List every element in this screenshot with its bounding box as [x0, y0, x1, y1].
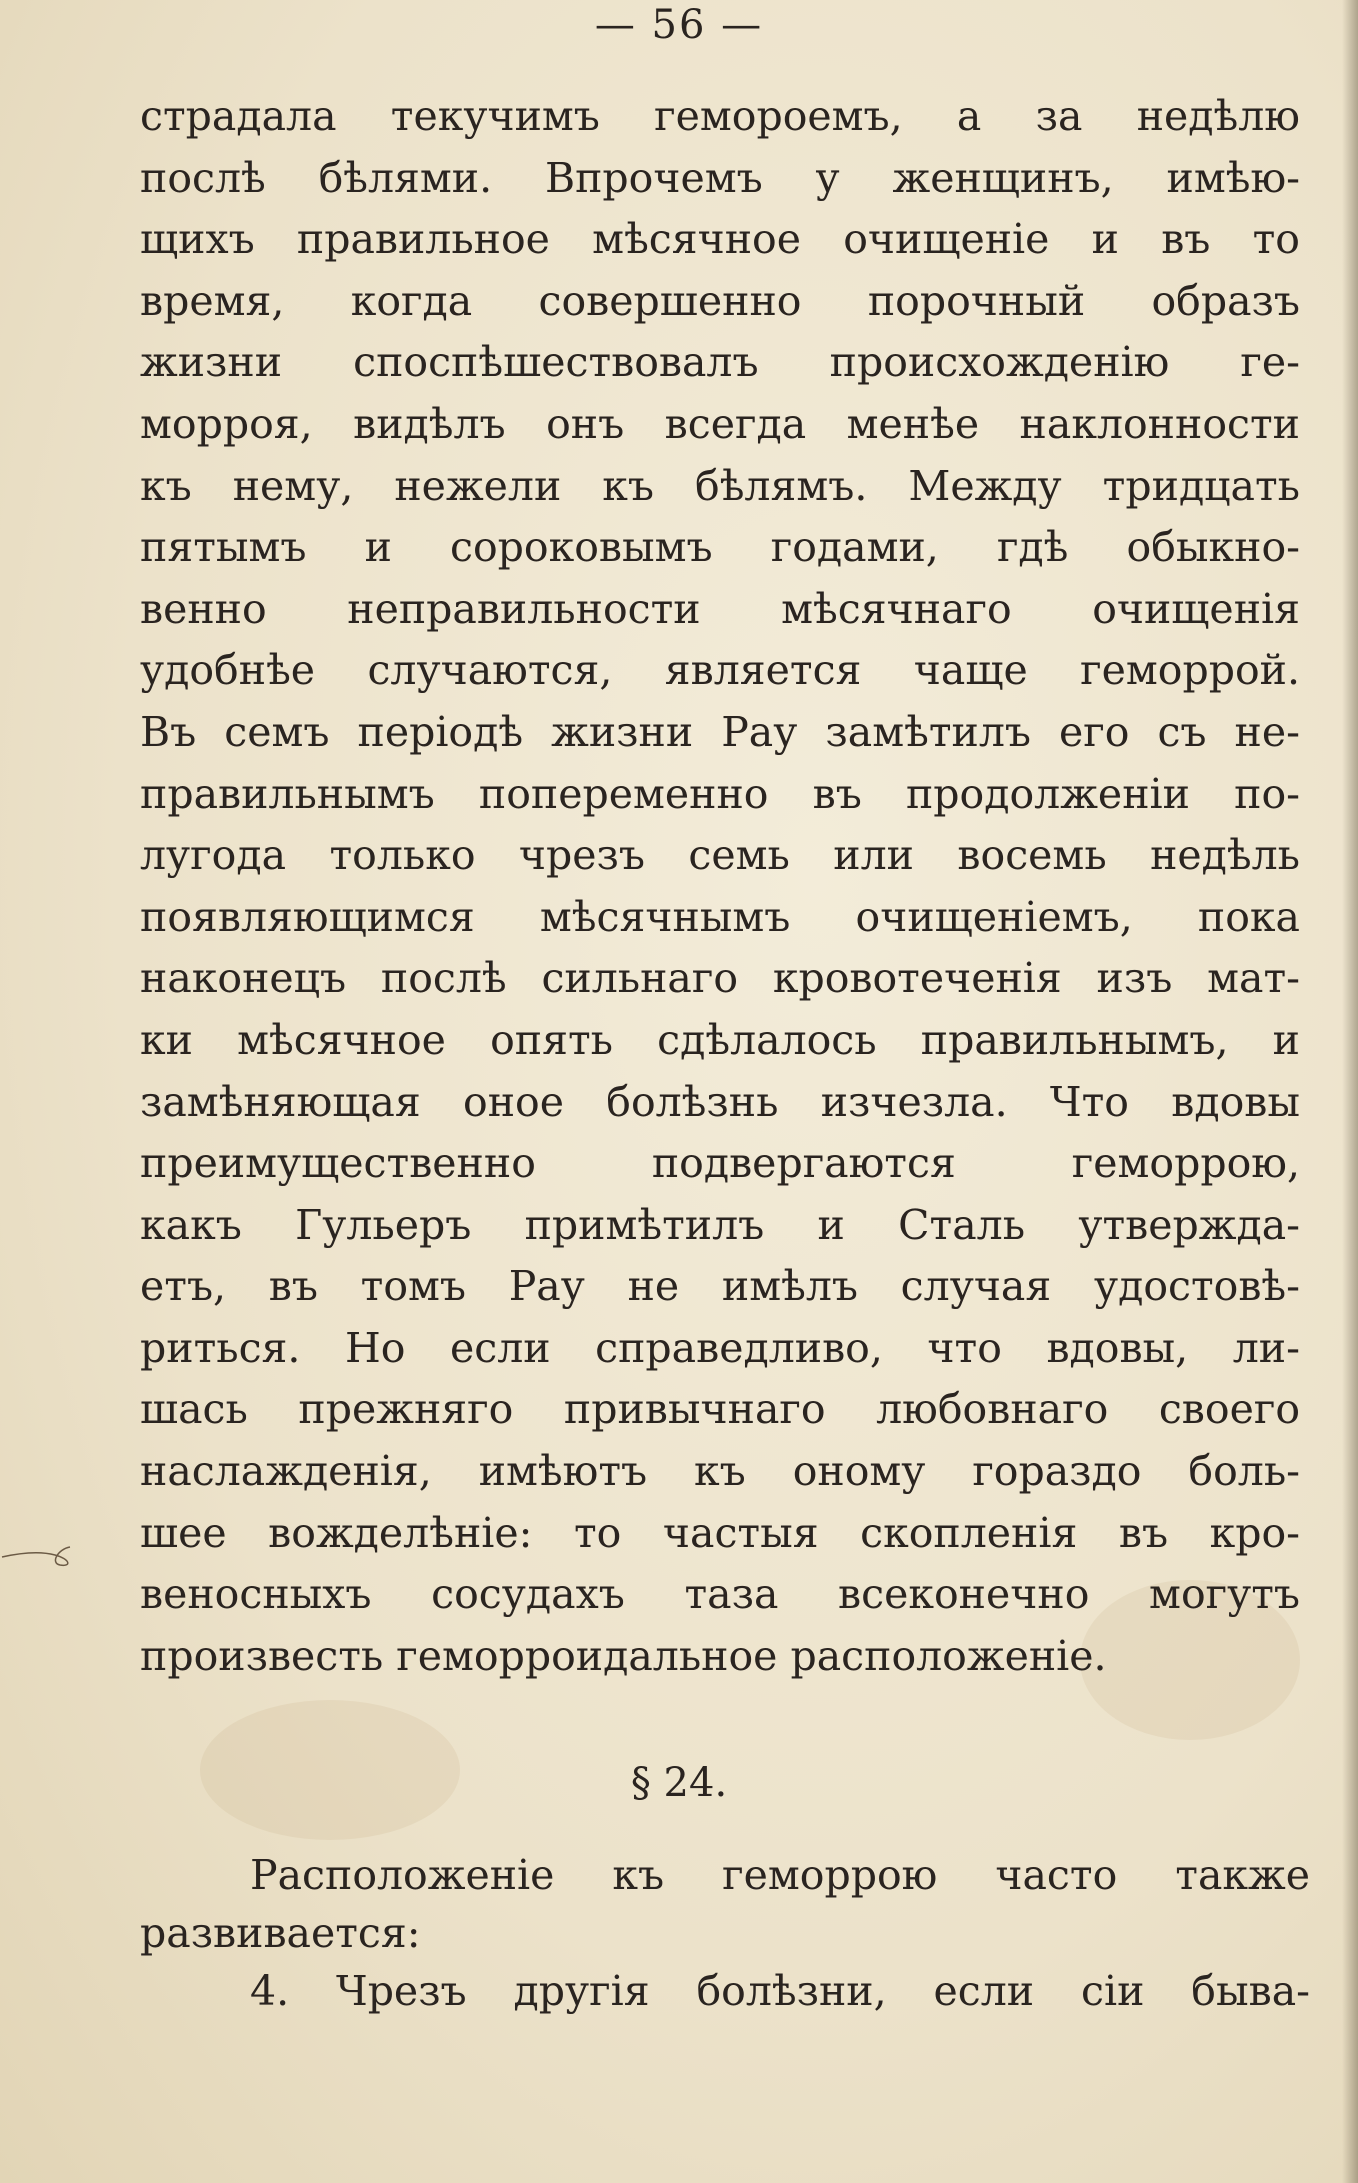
text-line: венно неправильности мѣсячнаго очищенія: [140, 584, 1300, 633]
text-line: къ нему, нежели къ бѣлямъ. Между тридцать: [140, 461, 1300, 510]
text-line: шась прежняго привычнаго любовнаго своего: [140, 1385, 1300, 1434]
text-line: морроя, видѣлъ онъ всегда менѣе наклонности: [140, 399, 1300, 448]
paragraph-section-24: [140, 1846, 1310, 2020]
page-number: — 56 —: [594, 2, 764, 48]
text-line: какъ Гульеръ примѣтилъ и Сталь утвержда-: [140, 1200, 1300, 1249]
text-line: произвесть геморроидальное расположеніе.: [140, 1631, 1107, 1680]
text-line: лугода только чрезъ семь или восемь недѣль: [140, 831, 1300, 880]
page-edge-shadow: [1342, 0, 1358, 2183]
paragraph-main: [140, 86, 1300, 1687]
text-line: жизни споспѣшествовалъ происхожденію ге-: [140, 338, 1300, 387]
text-line: правильнымъ попеременно въ продолженіи по-: [140, 769, 1300, 818]
text-line: веносныхъ сосудахъ таза всеконечно могутъ: [140, 1570, 1300, 1619]
text-line: риться. Но если справедливо, что вдовы, ли-: [140, 1323, 1300, 1372]
text-line: развивается:: [140, 1909, 421, 1957]
text-line: щихъ правильное мѣсячное очищеніе и въ то: [140, 215, 1300, 264]
text-line: пятымъ и сороковымъ годами, гдѣ обыкно-: [140, 523, 1300, 572]
text-line: страдала текучимъ геморοемъ, а за недѣлю: [140, 92, 1300, 140]
text-line: преимущественно подвергаются геморрою,: [140, 1139, 1300, 1188]
text-line: послѣ бѣлями. Впрочемъ у женщинъ, имѣю-: [140, 153, 1300, 202]
text-line: появляющимся мѣсячнымъ очищеніемъ, пока: [140, 892, 1300, 941]
text-line: етъ, въ томъ Рау не имѣлъ случая удостовѣ-: [140, 1262, 1300, 1311]
text-line: замѣняющая оное болѣзнь изчезла. Что вдовы: [140, 1077, 1300, 1126]
text-line: ки мѣсячное опять сдѣлалось правильнымъ, и: [140, 1015, 1300, 1064]
margin-pencil-mark: [0, 1535, 80, 1575]
text-line: шее вожделѣніе: то частыя скопленія въ кро-: [140, 1508, 1300, 1557]
section-heading: § 24.: [630, 1760, 728, 1806]
text-line: 4. Чрезъ другія болѣзни, если сіи быва-: [250, 1967, 1310, 2015]
text-line: время, когда совершенно порочный образъ: [140, 276, 1300, 325]
text-line: наслажденія, имѣютъ къ оному гораздо боль-: [140, 1447, 1300, 1496]
text-line: Расположеніе къ геморрою часто также: [250, 1851, 1310, 1899]
text-line: Въ семъ періодѣ жизни Рау замѣтилъ его съ не-: [140, 707, 1300, 756]
text-line: наконецъ послѣ сильнаго кровотеченія изъ мат-: [140, 954, 1300, 1003]
text-line: удобнѣе случаются, является чаще геморрой.: [140, 646, 1300, 695]
